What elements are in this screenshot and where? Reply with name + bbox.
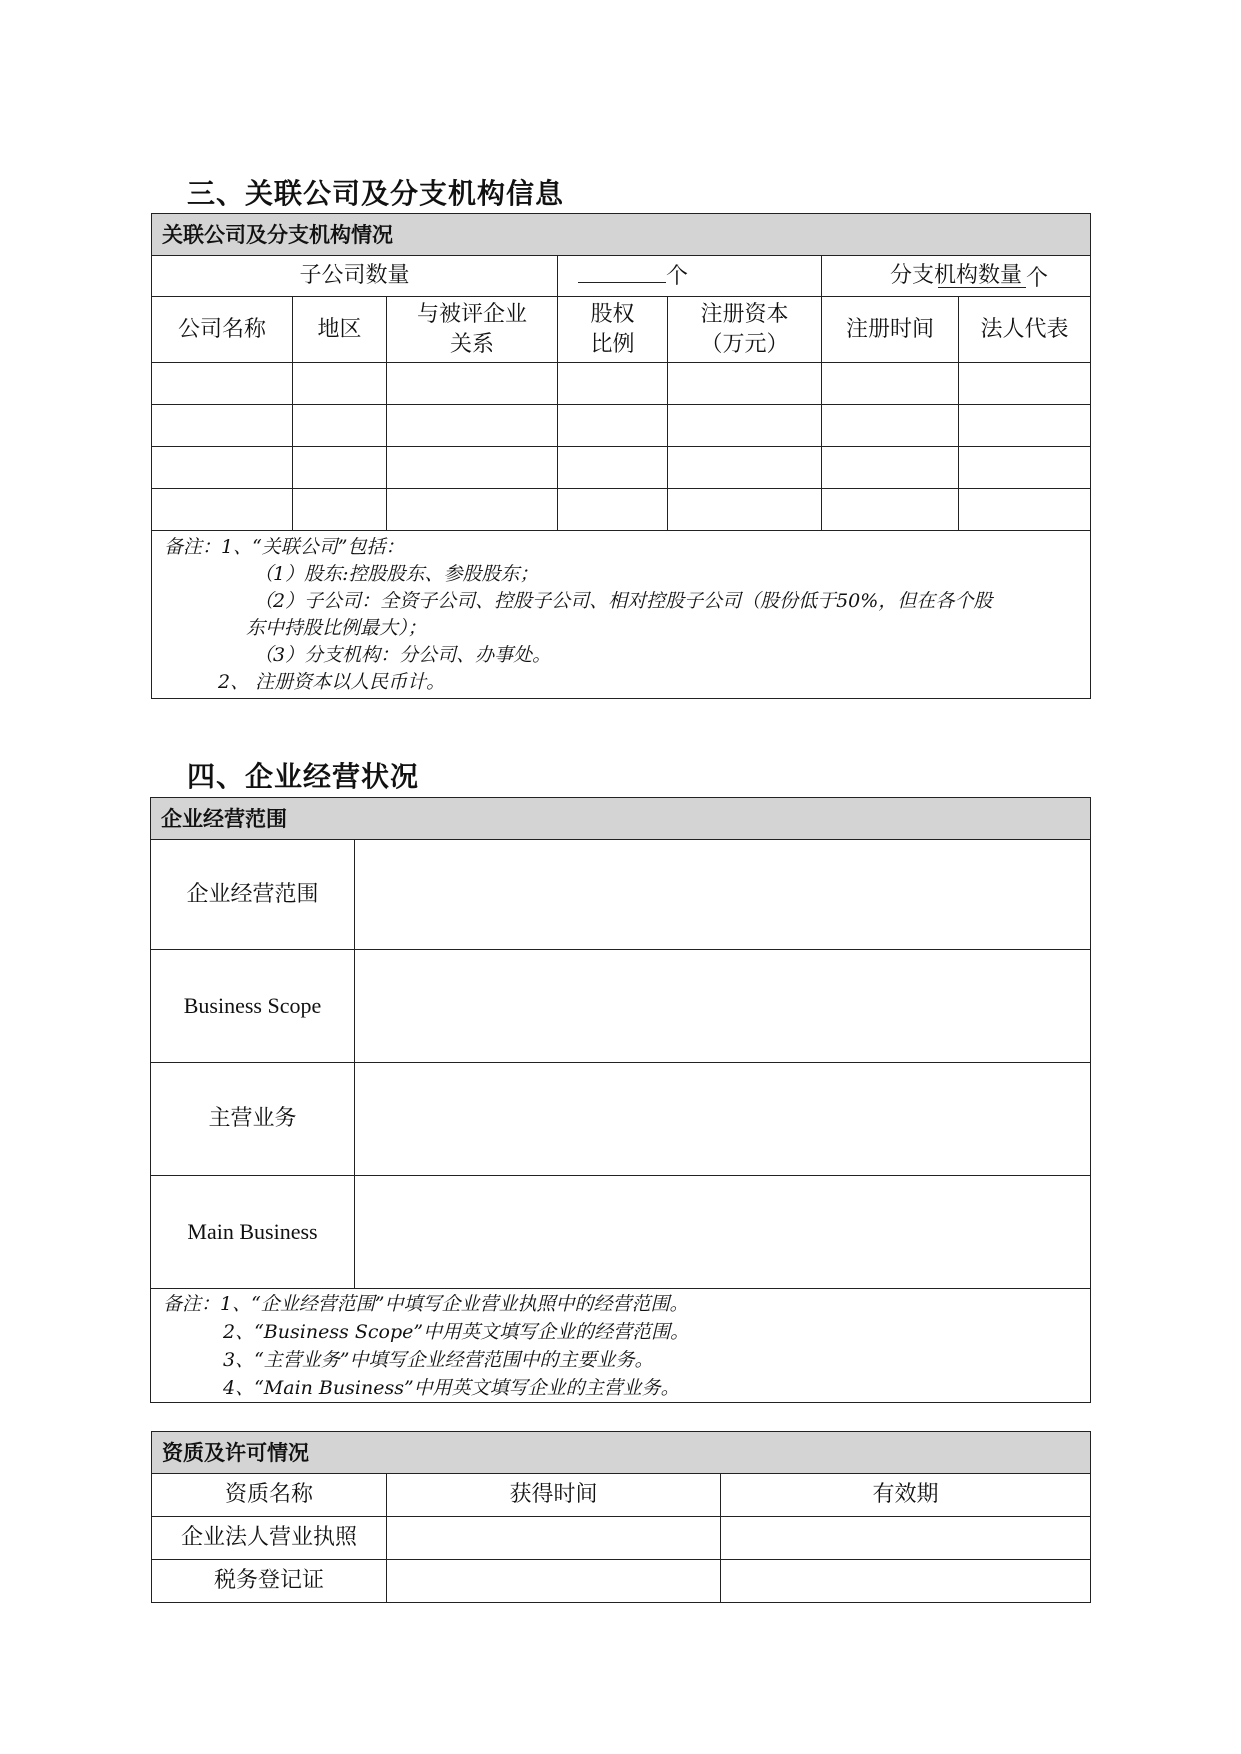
subsidiary-count-label: 子公司数量 xyxy=(152,256,558,297)
col-equity-line1: 股权 xyxy=(590,301,635,327)
col-validity-period: 有效期 xyxy=(721,1474,1091,1517)
table-cell[interactable] xyxy=(152,363,293,405)
col-region-text: 地区 xyxy=(317,316,362,342)
table-row xyxy=(152,1517,1091,1560)
col-company-name-text: 公司名称 xyxy=(177,316,266,342)
col-registration-date xyxy=(822,297,959,363)
qualification-table-title: 资质及许可情况 xyxy=(152,1432,1091,1474)
table-cell[interactable] xyxy=(822,447,959,489)
col-equity-ratio xyxy=(558,297,668,363)
table-cell[interactable] xyxy=(959,489,1091,531)
table-cell[interactable] xyxy=(558,363,668,405)
note-line: （1）股东:控股股东、参股股东； xyxy=(254,563,539,585)
table-cell[interactable] xyxy=(558,405,668,447)
table-cell[interactable] xyxy=(668,447,822,489)
table-row xyxy=(152,405,1091,447)
table-cell[interactable] xyxy=(293,489,387,531)
section-heading-operations: 四、企业经营状况 xyxy=(187,760,420,793)
business-scope-table-title: 企业经营范围 xyxy=(151,798,1091,840)
table-cell[interactable] xyxy=(959,405,1091,447)
table-cell[interactable] xyxy=(387,1560,721,1603)
qualification-table xyxy=(151,1431,1091,1603)
business-scope-notes xyxy=(151,1289,1091,1403)
branch-count-blank[interactable] xyxy=(938,265,1026,288)
note-line: （2）子公司：全资子公司、控股子公司、相对控股子公司（股份低于50%，但在各个股 xyxy=(254,590,993,612)
table-cell[interactable] xyxy=(152,447,293,489)
qualification-name-tax-registration: 税务登记证 xyxy=(152,1560,387,1603)
table-cell[interactable] xyxy=(293,363,387,405)
subsidiary-count-unit: 个 xyxy=(666,264,689,289)
table-cell[interactable] xyxy=(558,489,668,531)
col-relation-line1: 与被评企业 xyxy=(416,301,527,327)
table-row xyxy=(152,1560,1091,1603)
note-line: 备注：1、“企业经营范围”中填写企业营业执照中的经营范围。 xyxy=(163,1293,689,1315)
main-business-cn-field[interactable] xyxy=(355,1063,1091,1176)
affiliates-table-title: 关联公司及分支机构情况 xyxy=(152,214,1091,256)
main-business-en-field[interactable] xyxy=(355,1176,1091,1289)
table-cell[interactable] xyxy=(668,489,822,531)
table-row xyxy=(152,489,1091,531)
col-registered-capital xyxy=(668,297,822,363)
table-cell[interactable] xyxy=(152,405,293,447)
col-relation-line2: 关系 xyxy=(449,331,494,357)
branch-count-unit: 个 xyxy=(1026,266,1049,291)
table-cell[interactable] xyxy=(387,363,558,405)
table-cell[interactable] xyxy=(822,489,959,531)
table-cell[interactable] xyxy=(721,1560,1091,1603)
table-cell[interactable] xyxy=(387,1517,721,1560)
col-company-name xyxy=(152,297,293,363)
table-cell[interactable] xyxy=(387,405,558,447)
note-line: （3）分支机构：分公司、办事处。 xyxy=(254,644,552,666)
col-region xyxy=(293,297,387,363)
branch-count-label: 分支机构数量 xyxy=(822,256,1091,297)
table-cell[interactable] xyxy=(558,447,668,489)
table-cell[interactable] xyxy=(959,447,1091,489)
table-cell[interactable] xyxy=(387,489,558,531)
table-cell[interactable] xyxy=(293,447,387,489)
table-cell[interactable] xyxy=(822,405,959,447)
row-label-main-business-en: Main Business xyxy=(151,1176,355,1289)
note-line: 2、 注册资本以人民币计。 xyxy=(218,671,446,693)
col-capital-line1: 注册资本 xyxy=(700,301,789,327)
affiliates-notes xyxy=(152,531,1091,699)
note-line: 4、“Main Business”中用英文填写企业的主营业务。 xyxy=(223,1377,680,1399)
subsidiary-count-blank[interactable] xyxy=(578,260,666,283)
col-qualification-name: 资质名称 xyxy=(152,1474,387,1517)
table-row xyxy=(152,447,1091,489)
note-line: 备注：1、“关联公司”包括： xyxy=(164,536,405,558)
col-relation xyxy=(387,297,558,363)
business-scope-table xyxy=(150,797,1091,1403)
table-cell[interactable] xyxy=(668,363,822,405)
section-heading-affiliates: 三、关联公司及分支机构信息 xyxy=(187,177,565,210)
col-obtained-date: 获得时间 xyxy=(387,1474,721,1517)
col-date-text: 注册时间 xyxy=(845,316,934,342)
branch-count-field[interactable] xyxy=(901,256,1090,297)
table-cell[interactable] xyxy=(959,363,1091,405)
col-capital-line2: （万元） xyxy=(700,331,789,357)
row-label-main-business-cn: 主营业务 xyxy=(151,1063,355,1176)
note-line: 3、“主营业务”中填写企业经营范围中的主要业务。 xyxy=(223,1349,654,1371)
business-scope-en-field[interactable] xyxy=(355,950,1091,1063)
table-cell[interactable] xyxy=(293,405,387,447)
table-cell[interactable] xyxy=(822,363,959,405)
table-cell[interactable] xyxy=(387,447,558,489)
table-cell[interactable] xyxy=(152,489,293,531)
subsidiary-count-field[interactable] xyxy=(558,256,822,297)
col-legal-rep-text: 法人代表 xyxy=(980,316,1069,342)
table-cell[interactable] xyxy=(668,405,822,447)
row-label-business-scope-en: Business Scope xyxy=(151,950,355,1063)
row-label-business-scope-cn: 企业经营范围 xyxy=(151,840,355,950)
col-equity-line2: 比例 xyxy=(590,331,635,357)
business-scope-cn-field[interactable] xyxy=(355,840,1091,950)
note-line: 东中持股比例最大）； xyxy=(246,617,427,639)
col-legal-rep xyxy=(959,297,1091,363)
table-cell[interactable] xyxy=(721,1517,1091,1560)
qualification-name-business-license: 企业法人营业执照 xyxy=(152,1517,387,1560)
note-line: 2、“Business Scope”中用英文填写企业的经营范围。 xyxy=(223,1321,690,1343)
table-row xyxy=(152,363,1091,405)
